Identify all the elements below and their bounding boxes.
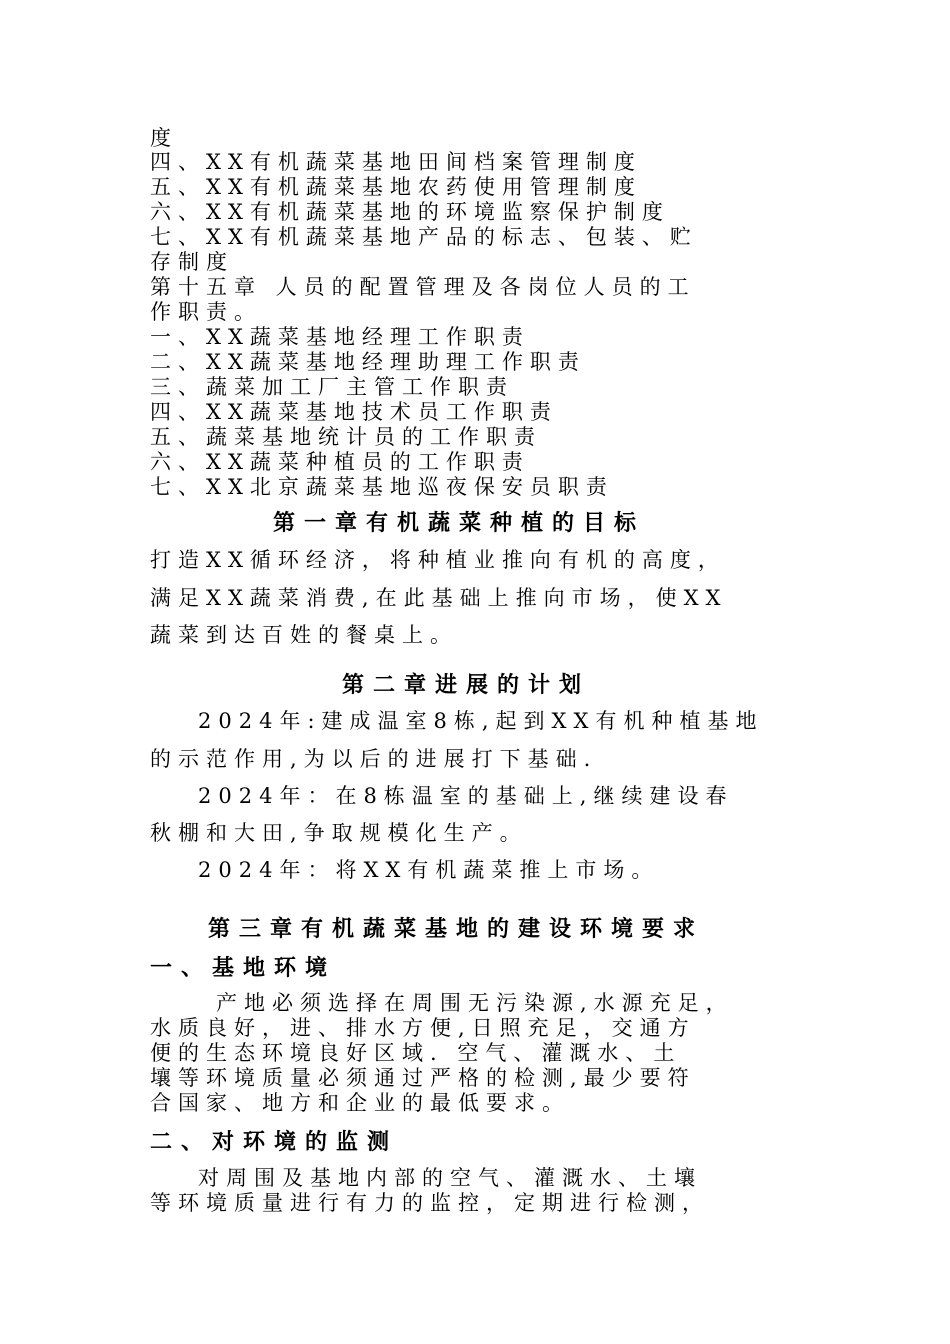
- toc-line: 七、XX北京蔬菜基地巡夜保安员职责: [150, 475, 614, 499]
- paragraph-line: 的示范作用,为以后的进展打下基础.: [150, 747, 598, 771]
- paragraph-line: 便的生态环境良好区域. 空气、灌溉水、土: [150, 1041, 682, 1065]
- paragraph-line: 打造XX循环经济，将种植业推向有机的高度，: [150, 548, 726, 572]
- toc-line: 二、XX蔬菜基地经理助理工作职责: [150, 350, 586, 374]
- paragraph-line: 蔬菜到达百姓的餐桌上。: [150, 623, 458, 647]
- paragraph-line: 2024年：在8栋温室的基础上,继续建设春: [198, 784, 734, 808]
- toc-line: 第十五章 人员的配置管理及各岗位人员的工: [150, 275, 696, 299]
- paragraph-line: 2024年：将XX有机蔬菜推上市场。: [198, 858, 660, 882]
- toc-line: 五、XX有机蔬菜基地农药使用管理制度: [150, 175, 642, 199]
- chapter-1-title: 第一章有机蔬菜种植的目标: [273, 510, 646, 536]
- toc-line: 七、XX有机蔬菜基地产品的标志、包装、贮: [150, 225, 698, 249]
- paragraph-line: 2024年:建成温室8栋,起到XX有机种植基地: [198, 709, 764, 733]
- toc-line: 存制度: [150, 250, 234, 274]
- toc-line: 度: [150, 126, 178, 150]
- toc-line: 四、XX蔬菜基地技术员工作职责: [150, 400, 558, 424]
- toc-line: 作职责。: [150, 300, 262, 324]
- toc-line: 六、XX蔬菜种植员的工作职责: [150, 450, 530, 474]
- chapter-2-title: 第二章进展的计划: [342, 672, 591, 698]
- chapter-3-title: 第三章有机蔬菜基地的建设环境要求: [208, 916, 705, 942]
- paragraph-line: 对周围及基地内部的空气、灌溉水、土壤: [198, 1166, 702, 1190]
- paragraph-line: 合国家、地方和企业的最低要求。: [150, 1091, 570, 1115]
- toc-line: 五、蔬菜基地统计员的工作职责: [150, 425, 542, 449]
- section-2-title: 二、对环境的监测: [150, 1129, 399, 1155]
- toc-line: 一、XX蔬菜基地经理工作职责: [150, 325, 530, 349]
- section-1-title: 一、基地环境: [150, 955, 337, 981]
- paragraph-line: 满足XX蔬菜消费,在此基础上推向市场，使XX: [150, 586, 728, 610]
- toc-line: 六、XX有机蔬菜基地的环境监察保护制度: [150, 200, 670, 224]
- paragraph-line: 秋棚和大田,争取规模化生产。: [150, 821, 528, 845]
- paragraph-line: 壤等环境质量必须通过严格的检测,最少要符: [150, 1066, 696, 1090]
- paragraph-line: 水质良好，进、排水方便,日照充足，交通方: [150, 1016, 696, 1040]
- toc-line: 四、XX有机蔬菜基地田间档案管理制度: [150, 150, 642, 174]
- paragraph-line: 产地必须选择在周围无污染源,水源充足，: [216, 991, 734, 1015]
- toc-line: 三、蔬菜加工厂主管工作职责: [150, 375, 514, 399]
- paragraph-line: 等环境质量进行有力的监控，定期进行检测，: [150, 1191, 710, 1215]
